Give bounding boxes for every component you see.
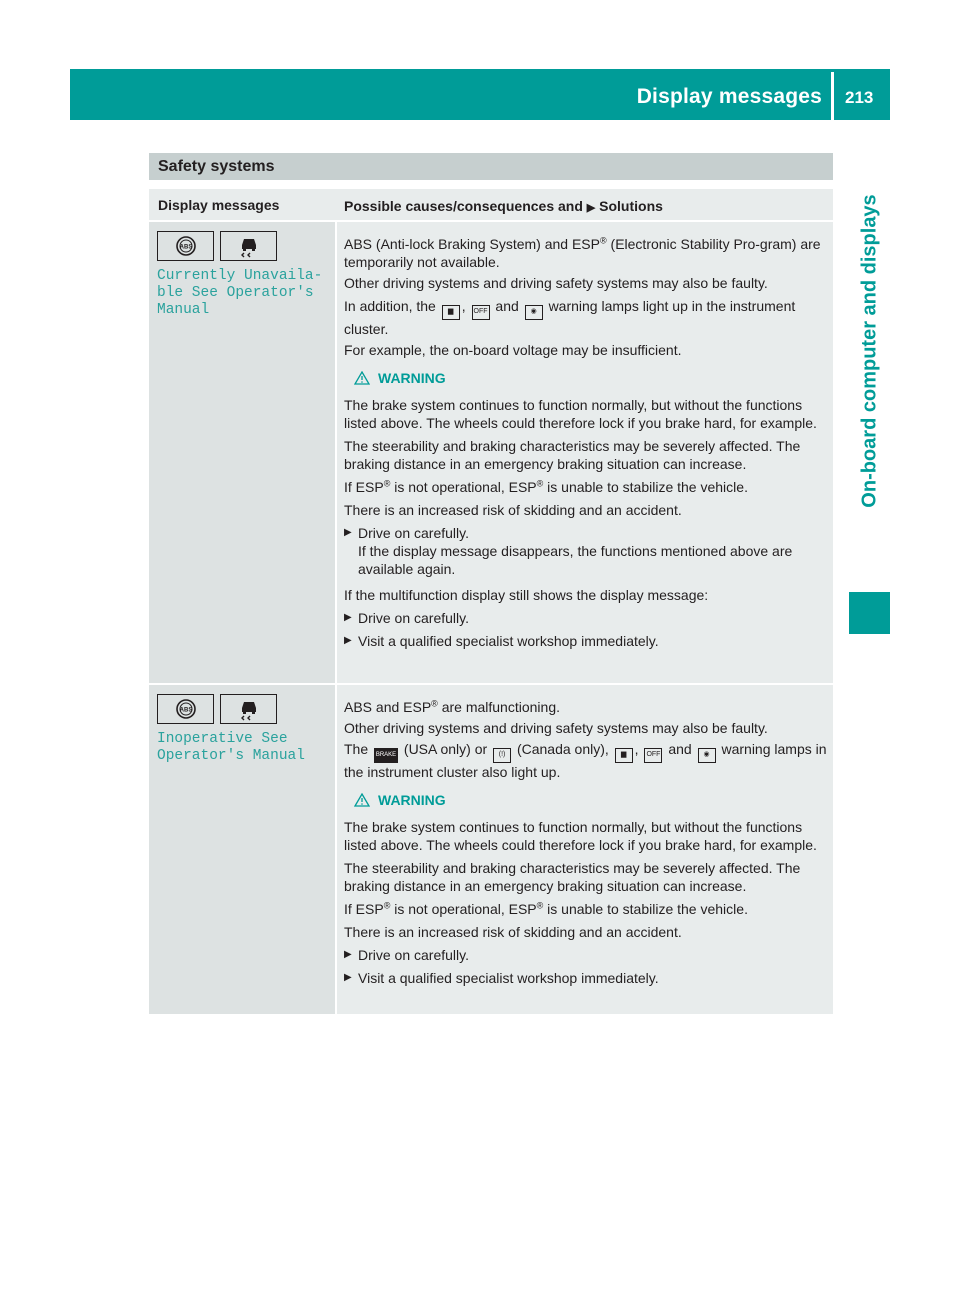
abs-warning-icon bbox=[157, 694, 214, 724]
chapter-title: On-board computer and displays bbox=[858, 193, 880, 508]
table-header bbox=[149, 189, 833, 220]
instruction-step: ▶ Drive on carefully. bbox=[344, 947, 470, 963]
display-message-text: Currently Unavaila‐ ble See Operator's Manual bbox=[157, 268, 323, 318]
page-title: Display messages bbox=[636, 85, 822, 108]
esp-skid-icon: ▆ bbox=[442, 305, 460, 320]
instruction-step: ▶ Drive on carefully. bbox=[344, 610, 470, 626]
table-row bbox=[149, 685, 833, 1014]
esp-off-icon: OFF bbox=[644, 748, 662, 763]
svg-text:ABS: ABS bbox=[179, 707, 192, 714]
warning-triangle-icon bbox=[354, 371, 370, 385]
esp-skid-icon: ▆ bbox=[615, 748, 633, 763]
causes-cell: ABS (Anti-lock Braking System) and ESP® (Electronic Stability Pro-gram) are temporarily not available. Other driving systems and driving safety systems may also be faulty. In addition, the ▆ , OFF and ◉ warning lamps light up in the instrument cluster. For example, the on-board voltage may be insufficient. WARNING The brake system continues to function normally, but without the functions listed above. The wheels could therefore lock if you brake hard, for example. The steerability and braking characteristics may be severely affected. The braking distance in an emergency braking situation can increase. If ESP® is not operational, ESP® is unable to stabilize the vehicle. There is an increased risk of skidding and an accident. ▶ Drive on carefully. If the display message disappears, the functions mentioned above are available again. If the multifunction display still shows the display message: ▶ Drive on carefully. ▶ Visit a qualified specialist workshop immediately. bbox=[337, 222, 833, 683]
warning-heading: WARNING bbox=[354, 791, 829, 809]
section-header bbox=[149, 153, 833, 180]
col2-suffix: Solutions bbox=[599, 198, 663, 214]
abs-warning-icon bbox=[157, 231, 214, 261]
section-title: Safety systems bbox=[158, 158, 275, 175]
warning-triangle-icon bbox=[354, 793, 370, 807]
instruction-step: ▶ Visit a qualified specialist workshop immediately. bbox=[344, 970, 659, 986]
instruction-step: ▶ Drive on carefully. If the display message disappears, the functions mentioned above are available again. bbox=[344, 525, 793, 577]
col-causes-solutions bbox=[344, 198, 663, 214]
brake-warning-icon: BRAKE bbox=[374, 748, 398, 763]
esp-off-icon: OFF bbox=[472, 305, 490, 320]
svg-text:ABS: ABS bbox=[179, 244, 192, 251]
esp-skid-icon bbox=[220, 694, 277, 724]
instruction-step: ▶ Visit a qualified specialist workshop immediately. bbox=[344, 633, 659, 649]
esp-skid-icon bbox=[220, 231, 277, 261]
page-number: 213 bbox=[845, 88, 874, 107]
causes-cell: ABS and ESP® are malfunctioning. Other driving systems and driving safety systems may also be faulty. The BRAKE (USA only) or (!) (Canada only), ▆ , OFF and ◉ warning lamps in the instrument cluster also light up. WARNING The brake system continues to function normally, but without the functions listed above. The wheels could therefore lock if you brake hard, for example. The steerability and braking characteristics may be severely affected. The braking distance in an emergency braking situation can increase. If ESP® is not operational, ESP® is unable to stabilize the vehicle. There is an increased risk of skidding and an accident. ▶ Drive on carefully. ▶ Visit a qualified specialist workshop immediately. bbox=[337, 685, 833, 1014]
abs-warning-icon: ◉ bbox=[698, 748, 716, 763]
display-message-text: Inoperative See Operator's Manual bbox=[157, 731, 305, 764]
display-message-cell bbox=[149, 685, 335, 1014]
table-row bbox=[149, 222, 833, 683]
warning-heading: WARNING bbox=[354, 369, 829, 387]
header-divider bbox=[831, 72, 834, 120]
col-display-messages: Display messages bbox=[158, 197, 280, 213]
brake-canada-icon: (!) bbox=[493, 748, 511, 763]
display-message-cell bbox=[149, 222, 335, 683]
solutions-arrow-icon: ▶ bbox=[586, 202, 596, 214]
abs-warning-icon: ◉ bbox=[525, 305, 543, 320]
chapter-marker bbox=[849, 592, 890, 634]
page-header-bar bbox=[70, 69, 890, 120]
chapter-tab bbox=[849, 120, 890, 581]
col2-prefix: Possible causes/consequences and bbox=[344, 198, 583, 214]
messages-table bbox=[149, 189, 833, 1014]
